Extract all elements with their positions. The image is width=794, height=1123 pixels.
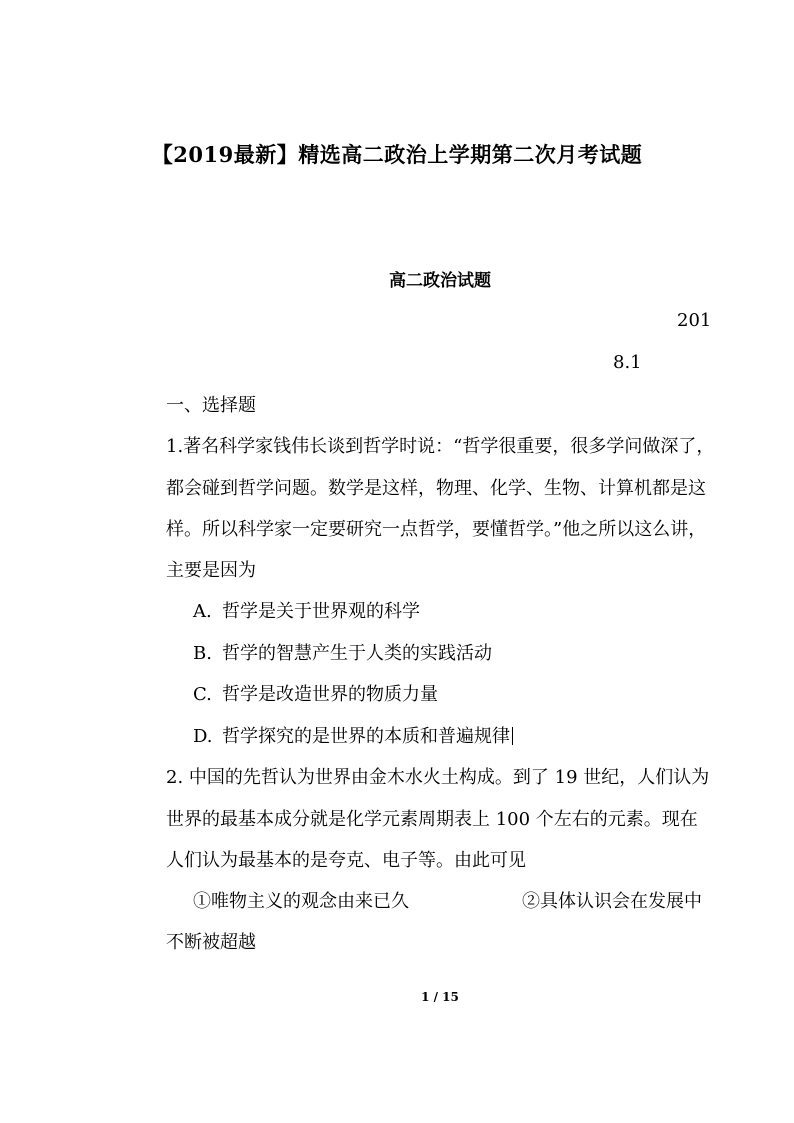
option-a-letter: A. [193, 601, 212, 622]
question-1-line: 1.著名科学家钱伟长谈到哲学时说：“哲学很重要，很多学问做深了， [166, 436, 715, 457]
option-c-text: 哲学是改造世界的物质力量 [222, 684, 438, 705]
question-1-line: 都会碰到哲学问题。数学是这样，物理、化学、生物、计算机都是这 [166, 478, 706, 499]
option-a-text: 哲学是关于世界观的科学 [222, 601, 420, 622]
statement-2: ②具体认识会在发展中 [522, 891, 702, 912]
question-2-line: 世界的最基本成分就是化学元素周期表上 100 个左右的元素。现在 [166, 809, 698, 830]
question-2-line: 人们认为最基本的是夸克、电子等。由此可见 [166, 850, 526, 871]
page-indicator: 1 / 15 [421, 990, 459, 1004]
option-b-text: 哲学的智慧产生于人类的实践活动 [222, 643, 492, 664]
statement-1: ①唯物主义的观念由来已久 [193, 891, 409, 912]
option-d-text: 哲学探究的是世界的本质和普遍规律 [222, 726, 510, 747]
question-1-line: 主要是因为 [166, 560, 256, 581]
date-line-2: 8.1 [613, 352, 642, 373]
question-2-line: 2. 中国的先哲认为世界由金木水火土构成。到了 19 世纪，人们认为 [166, 767, 710, 788]
document-title: 【2019最新】精选高二政治上学期第二次月考试题 [151, 142, 643, 167]
option-d-letter: D. [193, 726, 213, 747]
section-heading: 一、选择题 [166, 395, 256, 416]
option-b-letter: B. [193, 643, 212, 664]
exam-subtitle: 高二政治试题 [389, 271, 491, 291]
question-1-line: 样。所以科学家一定要研究一点哲学，要懂哲学。”他之所以这么讲， [166, 519, 707, 540]
date-line-1: 201 [677, 310, 712, 331]
option-c-letter: C. [193, 684, 212, 705]
text-cursor [512, 727, 513, 745]
statement-2-continued: 不断被超越 [166, 932, 256, 953]
option-d-row [222, 727, 513, 747]
